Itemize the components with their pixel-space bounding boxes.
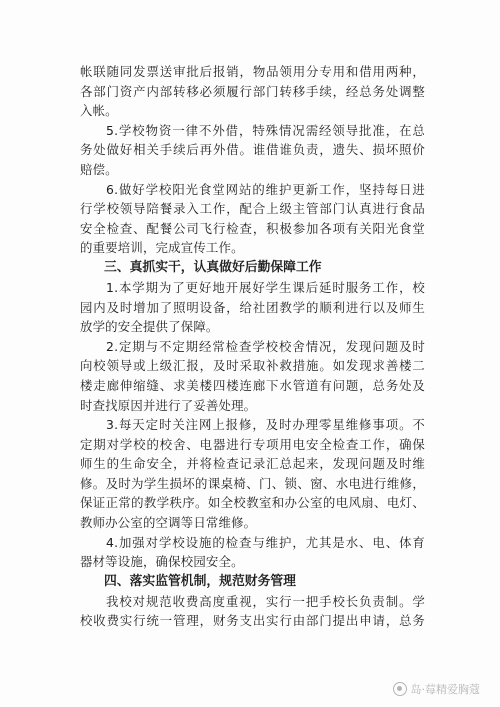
text-line: 园内及时增加了照明设备，给社团教学的顺利进行以及师生 — [80, 299, 425, 315]
text-line: 师生的生命安全，并将检查记录汇总起来，发现问题及时维 — [80, 456, 425, 472]
text-line: 向校领导或上级汇报，及时采取补救措施。如发现求善楼二 — [80, 358, 425, 374]
text-line: 教师办公室的空调等日常维修。 — [80, 515, 257, 531]
text-line: 校收费实行统一管理，财务支出实行由部门提出申请，总务 — [80, 613, 425, 629]
text-line: 各部门资产内部转移必须履行部门转移手续，经总务处调整 — [80, 83, 425, 99]
watermark — [393, 681, 481, 697]
text-line: 入帐。 — [80, 103, 118, 119]
section-heading-4: 四、落实监管机制，规范财务管理 — [104, 573, 296, 589]
paragraph-s4-start: 我校对规范收费高度重视，实行一把手校长负责制。学 — [106, 593, 425, 609]
text-line: 赔偿。 — [80, 161, 118, 177]
text-line: 楼走廊伸缩缝、求美楼四楼连廊下水管道有问题，总务处及 — [80, 377, 425, 393]
paragraph-5-start: 5.学校物资一律不外借，特殊情况需经领导批准，在总 — [106, 122, 425, 138]
paragraph-s3-3-start: 3.每天定时关注网上报修，及时办理零星维修事项。不 — [106, 417, 425, 433]
watermark-logo-icon — [393, 682, 407, 696]
section-heading-3: 三、真抓实干，认真做好后勤保障工作 — [104, 259, 322, 275]
text-line: 修。及时为学生损坏的课桌椅、门、锁、窗、水电进行维修， — [80, 475, 425, 491]
text-line: 放学的安全提供了保障。 — [80, 319, 219, 335]
text-line: 帐联随同发票送审批后报销，物品领用分专用和借用两种， — [80, 64, 425, 79]
text-line: 的重要培训，完成宣传工作。 — [80, 240, 244, 256]
watermark-text: 岛·莓精爱胸蔻 — [410, 683, 480, 696]
paragraph-s3-4-start: 4.加强对学校设施的检查与维护，尤其是水、电、体育 — [106, 534, 425, 550]
document-body — [80, 62, 425, 631]
text-line: 安全检查、配餐公司飞行检查，积极参加各项有关阳光食堂 — [80, 220, 425, 236]
text-line: 保证正常的教学秩序。如全校教室和办公室的电风扇、电灯、 — [80, 495, 425, 511]
paragraph-s3-1-start: 1.本学期为了更好地开展好学生课后延时服务工作，校 — [106, 279, 425, 295]
paragraph-6-start: 6.做好学校阳光食堂网站的维护更新工作，坚持每日进 — [106, 181, 425, 197]
text-line: 行学校领导陪餐录入工作，配合上级主管部门认真进行食品 — [80, 201, 425, 217]
text-line: 定期对学校的校舍、电器进行专项用电安全检查工作，确保 — [80, 436, 425, 452]
text-line: 务处做好相关手续后再外借。谁借谁负责，遗失、损坏照价 — [80, 142, 425, 158]
paragraph-s3-2-start: 2.定期与不定期经常检查学校校舍情况，发现问题及时 — [106, 338, 425, 354]
text-line: 时查找原因并进行了妥善处理。 — [80, 397, 257, 413]
text-line: 器材等设施，确保校园安全。 — [80, 554, 244, 570]
